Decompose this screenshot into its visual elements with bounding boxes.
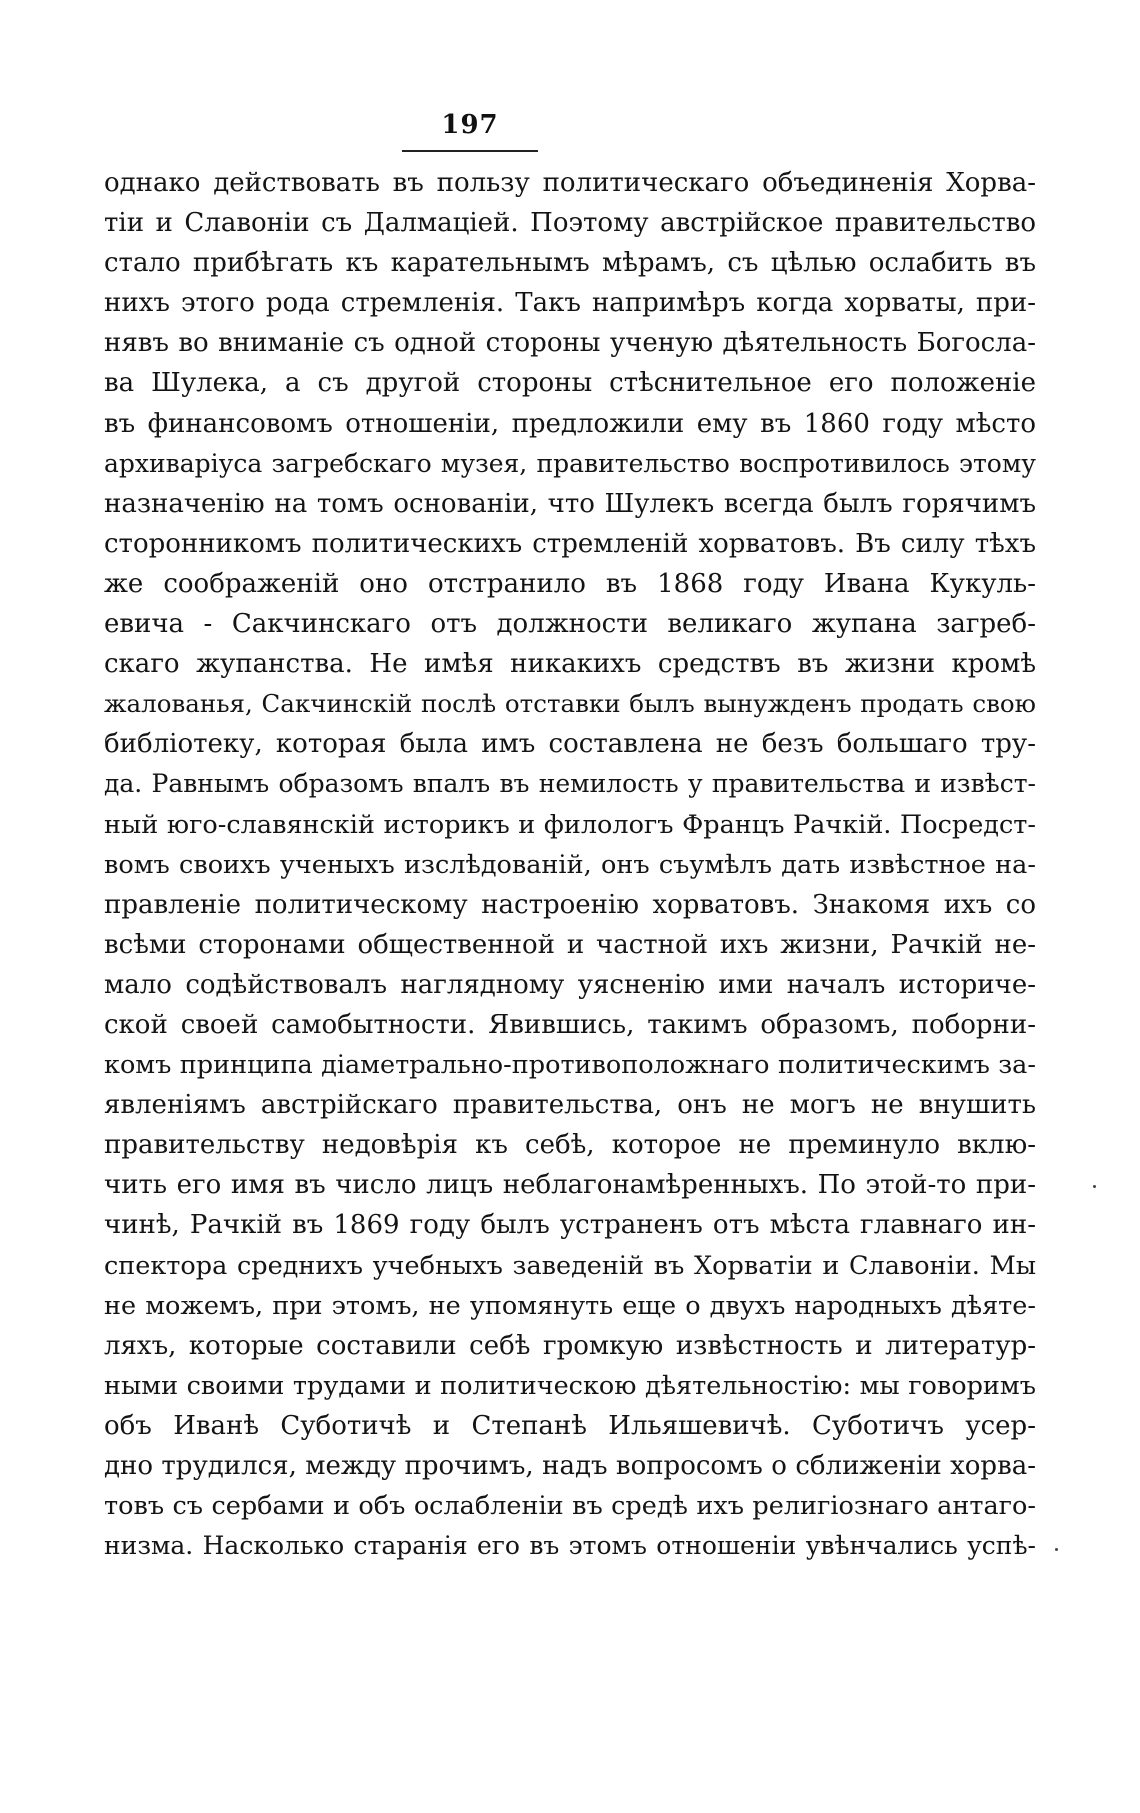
body-text [104, 163, 1036, 1566]
text-line: объ Иванѣ Суботичѣ и Степанѣ Ильяшевичѣ. Суботичъ усер- [104, 1410, 1036, 1441]
text-line: нявъ во вниманіе съ одной стороны ученую дѣятельность Богосла- [104, 328, 1036, 359]
print-speck [1055, 1548, 1058, 1551]
text-line: чить его имя въ число лицъ неблагонамѣренныхъ. По этой-то при- [104, 1170, 1036, 1201]
text-line: ской своей самобытности. Явившись, такимъ образомъ, поборни- [104, 1009, 1036, 1040]
text-line: вомъ своихъ ученыхъ изслѣдованій, онъ съумѣлъ дать извѣстное на- [104, 849, 1036, 880]
text-line: скаго жупанства. Не имѣя никакихъ средствъ въ жизни кромѣ [104, 649, 1036, 680]
print-speck [1093, 1185, 1096, 1188]
text-line: въ финансовомъ отношеніи, предложили ему въ 1860 году мѣсто [104, 408, 1036, 439]
text-line: назначенію на томъ основаніи, что Шулекъ всегда былъ горячимъ [104, 488, 1036, 519]
text-line: нихъ этого рода стремленія. Такъ напримѣръ когда хорваты, при- [104, 288, 1036, 319]
text-line: сторонникомъ политическихъ стремленій хорватовъ. Въ силу тѣхъ [104, 528, 1036, 559]
text-line: дно трудился, между прочимъ, надъ вопросомъ о сближеніи хорва- [104, 1451, 1036, 1481]
text-line: однако действовать въ пользу политическаго объединенія Хорва- [104, 168, 1036, 198]
text-line: товъ съ сербами и объ ослабленіи въ средѣ ихъ религіознаго антаго- [104, 1491, 1036, 1522]
text-line: низма. Насколько старанія его въ этомъ отношеніи увѣнчались успѣ- [104, 1531, 1036, 1561]
text-line: архиваріуса загребскаго музея, правительство воспротивилось этому [104, 448, 1036, 478]
page-number-rule [402, 150, 538, 152]
text-line: не можемъ, при этомъ, не упомянуть еще о двухъ народныхъ дѣяте- [104, 1290, 1036, 1321]
text-line: спектора среднихъ учебныхъ заведеній въ Хорватіи и Славоніи. Мы [104, 1250, 1036, 1281]
text-line: всѣми сторонами общественной и частной ихъ жизни, Рачкій не- [104, 929, 1036, 960]
text-line: же соображеній оно отстранило въ 1868 году Ивана Кукуль- [104, 568, 1036, 599]
text-line: библіотеку, которая была имъ составлена не безъ большаго тру- [104, 729, 1036, 760]
text-line: ляхъ, которые составили себѣ громкую извѣстность и литератур- [104, 1330, 1036, 1361]
text-line: правительству недовѣрія къ себѣ, которое не преминуло вклю- [104, 1130, 1036, 1161]
page-number: 197 [441, 110, 499, 140]
text-line: чинѣ, Рачкій въ 1869 году былъ устраненъ отъ мѣста главнаго ин- [104, 1210, 1036, 1241]
text-line: правленіе политическому настроенію хорватовъ. Знакомя ихъ со [104, 889, 1036, 920]
text-line: ва Шулека, а съ другой стороны стѣснительное его положеніе [104, 368, 1036, 399]
text-line: евича - Сакчинскаго отъ должности великаго жупана загреб- [104, 609, 1036, 640]
text-line: мало содѣйствовалъ наглядному уясненію ими началъ историче- [104, 969, 1036, 1000]
text-line: ный юго-славянскій историкъ и филологъ Францъ Рачкій. Посредст- [104, 809, 1036, 840]
text-line: явленіямъ австрійскаго правительства, онъ не могъ не внушить [104, 1090, 1036, 1121]
text-line: да. Равнымъ образомъ впалъ въ немилость у правительства и извѣст- [104, 769, 1036, 799]
text-line: жалованья, Сакчинскій послѣ отставки былъ вынужденъ продать свою [104, 689, 1036, 719]
text-line: тіи и Славоніи съ Далмаціей. Поэтому австрійское правительство [104, 208, 1036, 239]
text-line: стало прибѣгать къ карательнымъ мѣрамъ, съ цѣлью ослабить въ [104, 248, 1036, 279]
text-line: комъ принципа діаметрально-противоположнаго политическимъ за- [104, 1050, 1036, 1081]
text-line: ными своими трудами и политическою дѣятельностію: мы говоримъ [104, 1370, 1036, 1401]
